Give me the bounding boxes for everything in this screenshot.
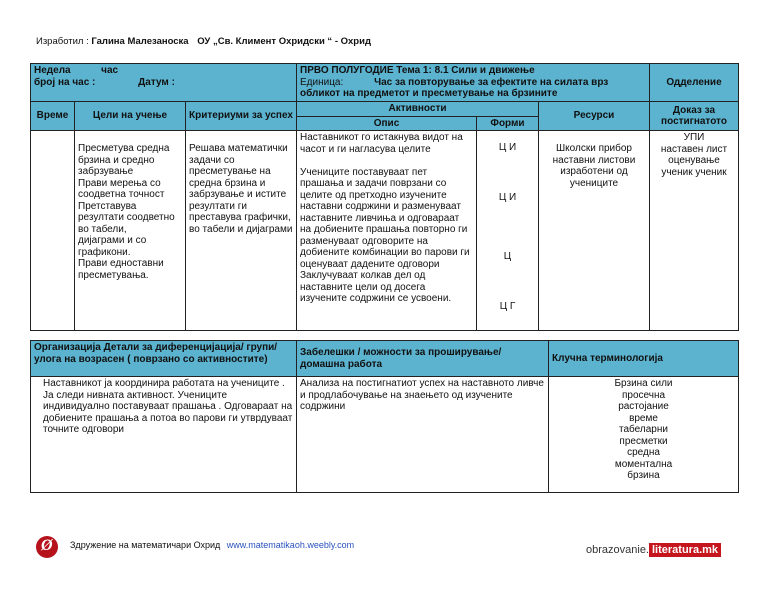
form-code: Ц Г <box>499 300 516 312</box>
hour-label: број на час : <box>34 76 96 88</box>
brand-logo <box>586 544 721 556</box>
activities-header: Активности <box>297 102 539 117</box>
evidence-cell: УПИ наставен лист оценување ученик ученик <box>650 131 739 331</box>
term-line: ПРВО ПОЛУГОДИЕ Тема 1: 8.1 Сили и движење <box>300 65 535 76</box>
time-header: Време <box>31 102 75 131</box>
criteria-cell: Решава математички задачи со пресметување на средна брзина и забрзување и истите резултати ги преставува графички, во табели и дијаграми <box>186 131 297 331</box>
brand-right: literatura.mk <box>649 543 721 557</box>
forms-cell <box>477 131 539 331</box>
organization-header: Организација Детали за диференцијација/ групи/ улога на возрасен ( поврзано со активностите) <box>31 341 297 377</box>
resources-cell: Школски прибор наставни листови изработени од учениците <box>539 131 650 331</box>
criteria-header: Критериуми за успех <box>186 102 297 131</box>
lesson-plan-table <box>30 63 739 331</box>
form-code: Ц <box>503 251 512 262</box>
form-code: Ц И <box>498 191 517 203</box>
unit-label: Единица: <box>300 76 344 88</box>
brand-left: obrazovanie. <box>586 544 649 556</box>
school-name: ОУ „Св. Климент Охридски “ - Охрид <box>197 36 371 47</box>
time-cell <box>31 131 75 331</box>
notes-cell: Анализа на постигнатиот успех на наставното ливче и продлабочување на знаењето од изучените содржини <box>297 377 549 493</box>
resources-header: Ресурси <box>539 102 650 131</box>
evidence-header: Доказ за постигнатото <box>650 102 739 131</box>
association-name: Здружение на математичари Охрид <box>70 540 221 550</box>
association-link[interactable]: www.matematikaoh.weebly.com <box>226 540 355 550</box>
week-date-cell <box>31 64 297 102</box>
goals-cell: Пресметува средна брзина и средно забрзување Прави мерења со соодветна точност Претставува резултати соодветно во табели, дијаграми и со графикони. Прави едноставни пресметувања. <box>75 131 186 331</box>
form-code: Ц И <box>498 142 517 153</box>
unit-title: Час за повторување за ефектите на силата врз обликот на предметот и пресметување на брзините <box>300 76 609 99</box>
goals-header: Цели на учење <box>75 102 186 131</box>
description-header: Опис <box>297 116 477 131</box>
author-label: Изработил : <box>36 36 89 47</box>
author-line <box>36 36 371 47</box>
notes-header: Забелешки / можности за проширување/ домашна работа <box>297 341 549 377</box>
week-label: Недела час <box>34 65 119 76</box>
author-name: Галина Малезаноска <box>91 36 189 47</box>
association-logo-icon: Ø <box>36 536 58 558</box>
date-label: Датум : <box>138 76 175 88</box>
forms-header: Форми <box>477 116 539 131</box>
bottom-table <box>30 340 739 493</box>
terminology-cell: Брзина сили просечна растојание време табеларни пресметки средна моментална брзина <box>549 377 739 493</box>
department-header: Одделение <box>650 64 739 102</box>
description-cell: Наставникот го истакнува видот на часот и ги нагласува целите Учениците поставуваат пет прашања и задачи поврзани со целите од претходно изучените наставни содржини и разменуваат наставните ливчиња и одговараат на добиените прашања повторно ги разменуваат одговорите на добиените комбинации во парови ги оценуваат дадените одговори Заклучуваат колкав дел од наставните цели од досега изучените содржини се усвоени. <box>297 131 477 331</box>
topic-cell <box>297 64 650 102</box>
organization-cell: Наставникот ја координира работата на учениците . Ја следи нивната активност. Учениците индивидуално поставуваат прашања . Одговараат на добиените прашања а потоа во парови ги утврдуваат точните одговори <box>31 377 297 493</box>
terminology-header: Клучна терминологија <box>549 341 739 377</box>
association-footer <box>70 540 354 550</box>
